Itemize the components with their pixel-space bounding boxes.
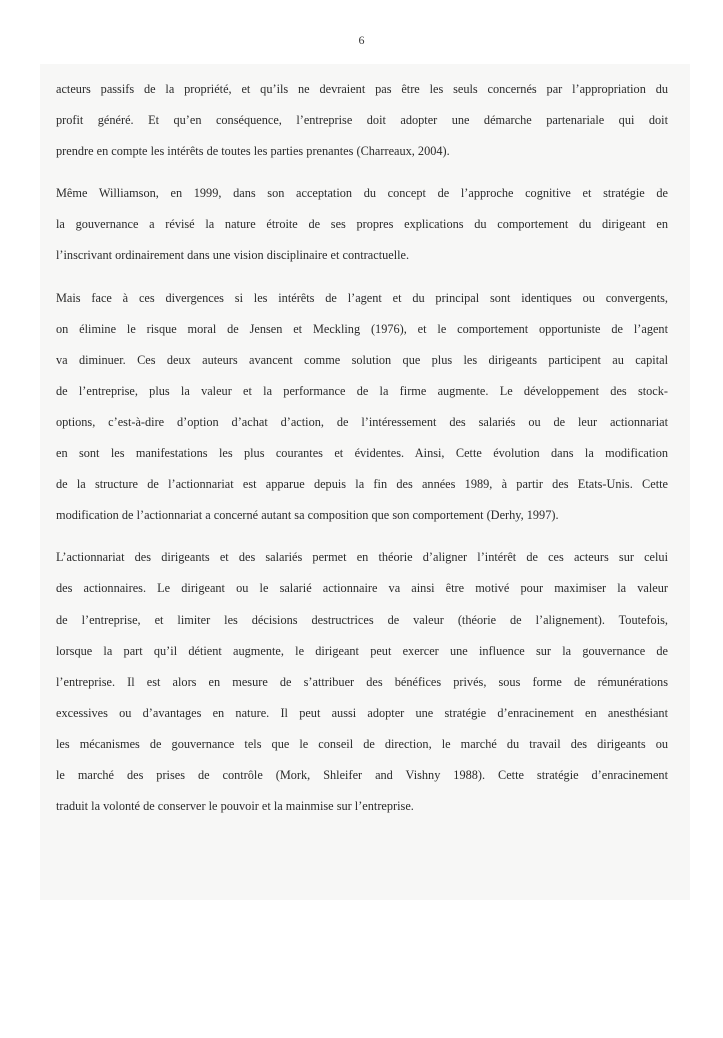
paragraph-3 [56,283,668,532]
text-line: profit généré. Et qu’en conséquence, l’entreprise doit adopter une démarche partenariale qui doit [56,113,668,128]
text-line: L’actionnariat des dirigeants et des salariés permet en théorie d’aligner l’intérêt de ces acteurs sur celui [56,550,668,565]
text-line: l’entreprise. Il est alors en mesure de s’attribuer des bénéfices privés, sous forme de rémunérations [56,674,668,689]
paragraph-1 [56,74,668,167]
text-line: les mécanismes de gouvernance tels que le conseil de direction, le marché du travail des dirigeants ou [56,736,668,751]
text-line: excessives ou d’avantages en nature. Il peut aussi adopter une stratégie d’enracinement en anesthésiant [56,705,668,720]
text-line: le marché des prises de contrôle (Mork, Shleifer and Vishny 1988). Cette stratégie d’enracinement [56,767,668,782]
text-line: Mais face à ces divergences si les intérêts de l’agent et du principal sont identiques ou convergents, [56,290,668,305]
text-line: de l’entreprise, et limiter les décisions destructrices de valeur (théorie de l’alignement). Toutefois, [56,612,668,627]
text-line: la gouvernance a révisé la nature étroite de ses propres explications du comportement du dirigeant en [56,217,668,232]
text-line: de la structure de l’actionnariat est apparue depuis la fin des années 1989, à partir des Etats-Unis. Cette [56,477,668,492]
text-line: va diminuer. Ces deux auteurs avancent comme solution que plus les dirigeants participent au capital [56,352,668,367]
text-line: lorsque la part qu’il détient augmente, le dirigeant peut exercer une influence sur la gouvernance de [56,643,668,658]
text-line: modification de l’actionnariat a concerné autant sa composition que son comportement (Derhy, 1997). [56,508,559,523]
body-text [56,74,668,833]
text-line: traduit la volonté de conserver le pouvoir et la mainmise sur l’entreprise. [56,799,414,814]
text-line: options, c’est-à-dire d’option d’achat d’action, de l’intéressement des salariés ou de leur actionnariat [56,414,668,429]
text-line: de l’entreprise, plus la valeur et la performance de la firme augmente. Le développement des stock- [56,383,668,398]
page-number: 6 [358,33,365,47]
text-line: des actionnaires. Le dirigeant ou le salarié actionnaire va ainsi être motivé pour maximiser la valeur [56,581,668,596]
text-line: on élimine le risque moral de Jensen et Meckling (1976), et le comportement opportuniste de l’agent [56,321,668,336]
paragraph-2 [56,178,668,271]
text-line: en sont les manifestations les plus courantes et évidentes. Ainsi, Cette évolution dans la modification [56,446,668,461]
text-line: Même Williamson, en 1999, dans son acceptation du concept de l’approche cognitive et stratégie de [56,186,668,201]
text-line: l’inscrivant ordinairement dans une vision disciplinaire et contractuelle. [56,248,410,263]
text-line: prendre en compte les intérêts de toutes les parties prenantes (Charreaux, 2004). [56,144,450,159]
text-line: acteurs passifs de la propriété, et qu’ils ne devraient pas être les seuls concernés par l’appropriation du [56,82,668,96]
paragraph-4 [56,542,668,822]
